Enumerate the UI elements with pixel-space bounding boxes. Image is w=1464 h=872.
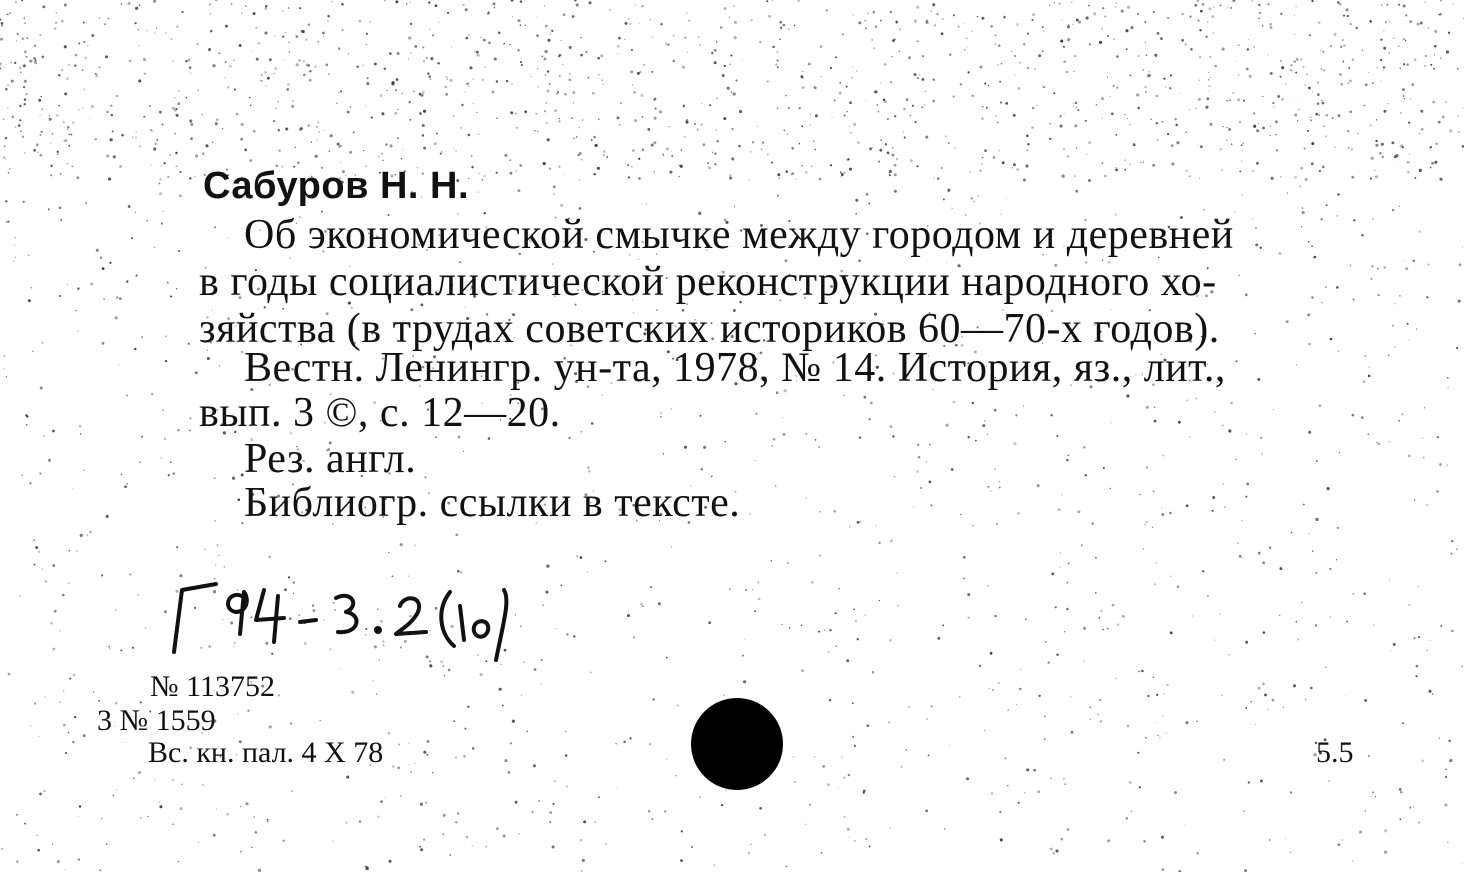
title-line-2: в годы социалистической реконструкции народного хо- bbox=[199, 259, 1217, 305]
order-number: 3 № 1559 bbox=[97, 704, 216, 737]
summary-note: Рез. англ. bbox=[244, 436, 417, 482]
source-line-1: Вестн. Ленингр. ун-та, 1978, № 14. История, яз., лит., bbox=[244, 345, 1226, 391]
title-line-1: Об экономической смычке между городом и деревней bbox=[244, 212, 1234, 258]
price-code: 5.5 bbox=[1316, 736, 1354, 769]
title-line-3: зяйства (в трудах советских историков 60—70-х годов). bbox=[199, 306, 1220, 352]
book-chamber-stamp: Вс. кн. пал. 4 X 78 bbox=[148, 736, 384, 769]
card-punch-hole bbox=[691, 698, 783, 790]
record-number: № 113752 bbox=[150, 670, 276, 703]
author-name: Сабуров Н. Н. bbox=[203, 165, 470, 207]
source-line-2: вып. 3 ©, с. 12—20. bbox=[199, 390, 561, 436]
handwritten-classification-code bbox=[160, 560, 580, 670]
bibliography-note: Библиогр. ссылки в тексте. bbox=[244, 480, 741, 526]
